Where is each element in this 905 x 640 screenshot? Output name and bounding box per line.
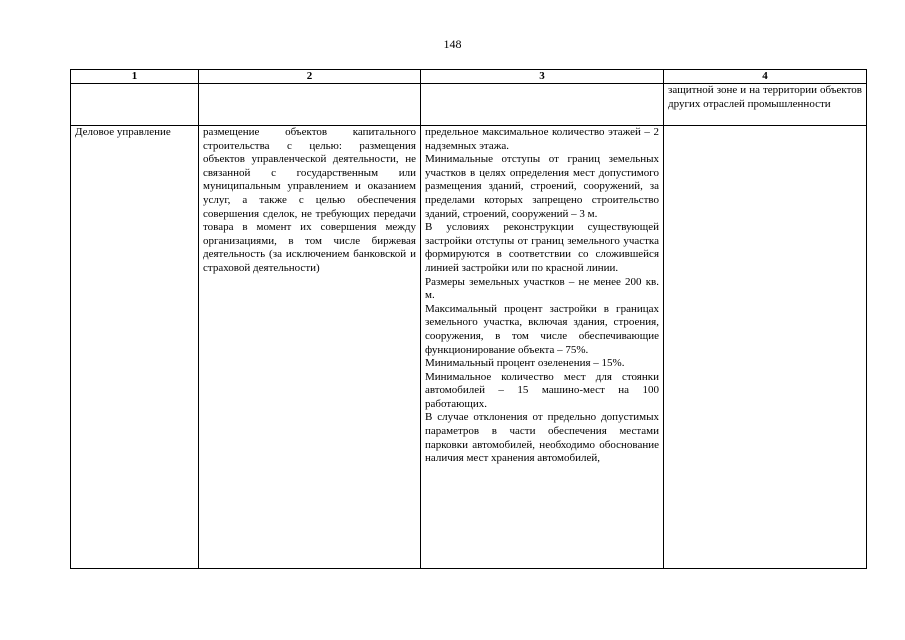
table-row-business-management	[71, 126, 867, 569]
zoning-regulations-table	[70, 69, 867, 569]
cell-land-use-type: Деловое управление	[71, 126, 199, 569]
parameter-min-setbacks: Минимальные отступы от границ земельных участков в целях определения мест допустимого размещения зданий, строений, сооружений, за пределами которых запрещено строительство зданий, строений, сооружений – 3 м.	[425, 153, 659, 220]
cell-restrictions-continued: защитной зоне и на территории объектов других отраслей промышленности	[664, 84, 867, 126]
cell-parameters	[421, 126, 664, 569]
column-header-3: 3	[421, 70, 664, 84]
table-row-continuation	[71, 84, 867, 126]
table-header-row	[71, 70, 867, 84]
parameter-max-floors: предельное максимальное количество этажей – 2 надземных этажа.	[425, 126, 659, 152]
parameter-plot-size: Размеры земельных участков – не менее 200 кв. м.	[425, 275, 659, 302]
parameter-max-coverage: Максимальный процент застройки в границах земельного участка, включая здания, строения, сооружения, в том числе обеспечивающие функционирование объекта – 75%.	[425, 302, 659, 356]
page-number: 148	[443, 37, 462, 51]
parameter-reconstruction-setbacks: В условиях реконструкции существующей застройки отступы от границ земельного участка формируются в соответствии со сложившейся линией застройки или по красной линии.	[425, 221, 659, 274]
column-header-4: 4	[664, 70, 867, 84]
cell-empty	[199, 84, 421, 126]
column-header-1: 1	[71, 70, 199, 84]
parameter-parking-deviation: В случае отклонения от предельно допустимых параметров в части обеспечения местами парковки автомобилей, необходимо обоснование наличия мест хранения автомобилей,	[425, 411, 659, 465]
parameter-parking-spaces: Минимальное количество мест для стоянки автомобилей – 15 машино-мест на 100 работающих.	[425, 370, 659, 410]
cell-empty	[421, 84, 664, 126]
cell-empty	[71, 84, 199, 126]
column-header-2: 2	[199, 70, 421, 84]
cell-use-description: размещение объектов капитального строительства с целью: размещения объектов управленческой деятельности, не связанной с государственным или муниципальным управлением и оказанием услуг, а также с целью обеспечения совершения сделок, не требующих передачи товара в момент их совершения между организациями, в том числе биржевая деятельность (за исключением банковской и страховой деятельности)	[199, 126, 421, 569]
cell-restrictions	[664, 126, 867, 569]
parameter-min-greenery: Минимальный процент озеленения – 15%.	[425, 357, 625, 370]
